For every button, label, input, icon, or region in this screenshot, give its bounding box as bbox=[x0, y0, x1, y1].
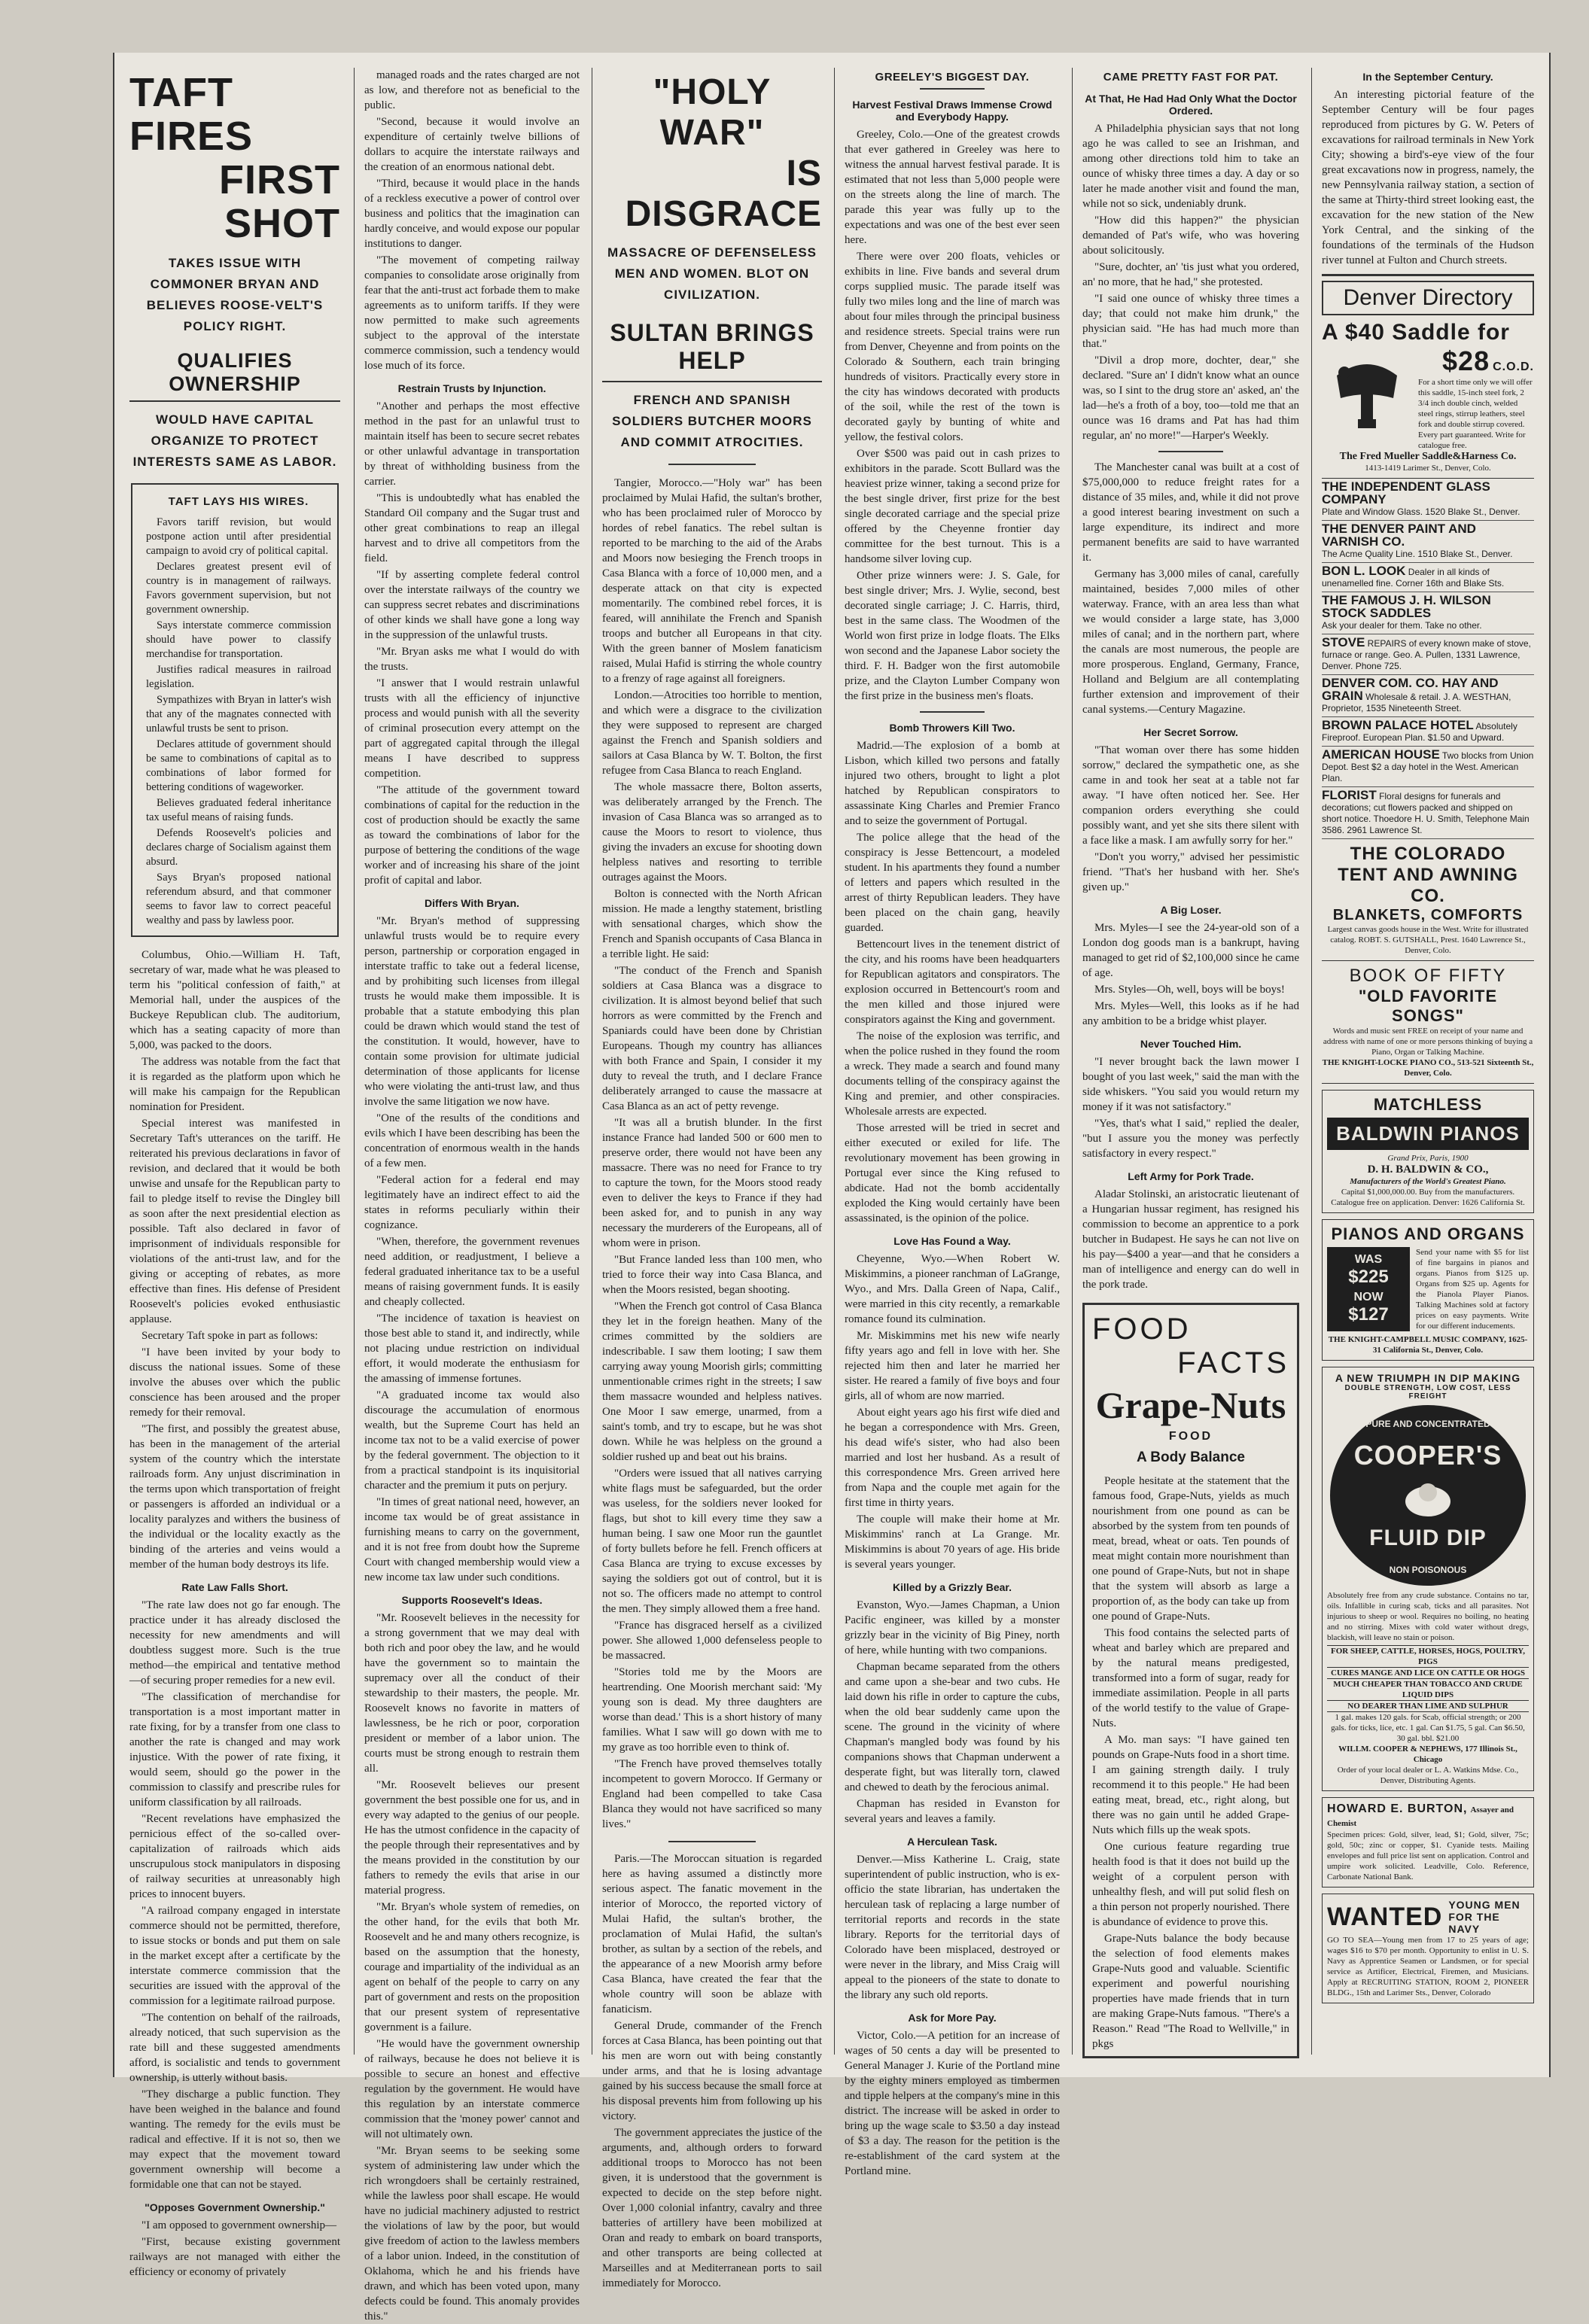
paragraph: Those arrested will be tried in secret and either executed or exiled for life. The revolutionary movement has been growing in Portugal ever since the King refused to abdicate. Had not the bomb accidentally exploded the King would certainly have been assassinated, is the opinion of the police. bbox=[845, 1122, 1060, 1224]
paragraph: About eight years ago his first wife died and he began a correspondence with Mrs. Green, his dead wife's sister, who had also been married and lost her husband. As a result of this correspondence Mrs. Green arrived here from Napa and the couple met again for the first time in thirty years. bbox=[845, 1407, 1060, 1509]
headline-bomb: Bomb Throwers Kill Two. bbox=[889, 722, 1015, 734]
box-item: Declares greatest present evil of country is in management of railways. Favors government supervision, but not government ownership. bbox=[146, 561, 331, 616]
headline-pat: CAME PRETTY FAST FOR PAT. bbox=[1103, 71, 1279, 84]
dip-line: FOR SHEEP, CATTLE, HORSES, HOGS, POULTRY, PIGS bbox=[1327, 1645, 1529, 1667]
paragraph: Chapman has resided in Evanston for several years and leaves a family. bbox=[845, 1798, 1060, 1825]
paragraph: "Yes, that's what I said," replied the dealer, "but I assure you the money was perfectly satisfactory in every respect." bbox=[1082, 1118, 1299, 1160]
column-1 bbox=[122, 68, 348, 2278]
directory-listing bbox=[1322, 747, 1534, 787]
paragraph: The address was notable from the fact that it is regarded as the platform upon which he will make his campaign for the Republican nomination for President. bbox=[129, 1056, 340, 1113]
directory-listing bbox=[1322, 563, 1534, 592]
dip-nonpoisonous: NON POISONOUS bbox=[1389, 1565, 1467, 1575]
headline-greeley: GREELEY'S BIGGEST DAY. bbox=[875, 71, 1030, 84]
deck-holy-war-2: FRENCH AND SPANISH SOLDIERS BUTCHER MOORS AND COMMIT ATROCITIES. bbox=[612, 393, 812, 449]
paragraph: "The incidence of taxation is heaviest on those best able to stand it, and indirectly, while not placing undue restriction on individual effort, it would moderate the enthusiasm for the amassing of immense fortunes. bbox=[364, 1313, 580, 1385]
coopers-dip-ad bbox=[1322, 1367, 1534, 1791]
column-rule bbox=[1311, 68, 1312, 2055]
directory-listing bbox=[1322, 717, 1534, 747]
subhead-supports-roosevelt: Supports Roosevelt's Ideas. bbox=[401, 1594, 543, 1606]
paragraph: Grape-Nuts balance the body because the selection of food elements makes Grape-Nuts good and valuable. Scientific experiment and powerful nourishing properties have made friends that in turn are making Grape-Nuts famous. "There's a Reason." Read "The Road to Wellville," in pkgs bbox=[1092, 1933, 1289, 2050]
dip-line: CURES MANGE AND LICE ON CATTLE OR HOGS bbox=[1327, 1667, 1529, 1678]
box-item: Says interstate commerce commission should have power to classify merchandise for transportation. bbox=[146, 619, 331, 660]
assayer-name: HOWARD E. BURTON, bbox=[1327, 1802, 1468, 1815]
songs-text: Words and music sent FREE on receipt of your name and address with name of one or more persons thinking of buying a Piano, Organ or Talking Machine. bbox=[1323, 1027, 1533, 1057]
divider bbox=[920, 88, 985, 90]
divider bbox=[1158, 451, 1223, 452]
dip-line: MUCH CHEAPER THAN TOBACCO AND CRUDE LIQUID DIPS bbox=[1327, 1678, 1529, 1700]
paragraph: "I never brought back the lawn mower I bought of you last week," said the man with the side whiskers. "You said you would return my money if it was not satisfactory." bbox=[1082, 1056, 1299, 1113]
dip-headline: A NEW TRIUMPH IN DIP MAKING bbox=[1335, 1372, 1521, 1384]
listing-name: THE INDEPENDENT GLASS COMPANY bbox=[1322, 479, 1490, 506]
paragraph: "When the French got control of Casa Blanca they let in the foreign heathen. Many of the crimes committed by the soldiers are indescribable. I saw them looting; I saw them carrying away young Moorish girls; committing unmentionable crimes right in the streets; I saw them massacre wounded and helpless natives. One Moor I saw emerge, unarmed, from a saint's tomb, and try to escape, but he was shot down. While he was helpless on the ground a soldier rushed up and beat out his brains. bbox=[602, 1300, 822, 1463]
paragraph: Mrs. Styles—Oh, well, boys will be boys! bbox=[1094, 984, 1285, 996]
paragraph: "The contention on behalf of the railroads, already noticed, that such supervision as the rate bill and these suggested amendments afford, is socialistic and tends to government ownership, is utterly without basis. bbox=[129, 2012, 340, 2084]
dip-firm: WILLM. COOPER & NEPHEWS, 177 Illinois St., Chicago bbox=[1338, 1745, 1517, 1764]
now-label: NOW bbox=[1353, 1291, 1384, 1303]
listing-name: THE FAMOUS J. H. WILSON STOCK SADDLES bbox=[1322, 593, 1491, 620]
column-2 bbox=[357, 68, 587, 2322]
pianos-organs-ad bbox=[1322, 1219, 1534, 1361]
paragraph: "In times of great national need, however, an income tax would be of great assistance in furnishing means to carry on the government, and it is not free from doubt how the Supreme Court with changed membership would view a new income tax law under such conditions. bbox=[364, 1496, 580, 1583]
paragraph: "I have been invited by your body to discuss the national issues. Some of these involve the abuses over which the public conscience has been aroused and the proper remedy for their removal. bbox=[129, 1346, 340, 1419]
headline-holy-war-l2: IS DISGRACE bbox=[625, 154, 822, 234]
headline-love: Love Has Found a Way. bbox=[893, 1235, 1011, 1247]
paragraph: Tangier, Morocco.—"Holy war" has been proclaimed by Mulai Hafid, the sultan's brother, who has been proclaimed ruler of Morocco by hordes of rebel fanatics. The rebel sultan is reported to be marching to the aid of the Arabs and Moors now besieging the French troops in Casa Blanca with a force of 10,000 men, and a desperate attack on that city is expected momentarily. The combined rebel forces, it is feared, will annihilate the French and Spanish troops and butcher all Europeans in that city. With the green banner of Moslem fanaticism raised, Mulai Hafid is stirring the whole country to a frenzy of rage against all foreigners. bbox=[602, 477, 822, 685]
directory-listing bbox=[1322, 634, 1534, 675]
was-label: WAS bbox=[1354, 1253, 1383, 1266]
headline-grizzly: Killed by a Grizzly Bear. bbox=[893, 1581, 1012, 1593]
paragraph: "Stories told me by the Moors are heartrending. One Moorish merchant said: 'My young son is dead. My three daughters are worse than dead.' This is a short history of many families. What I saw will go down with me to my grave as too horrible even to think of. bbox=[602, 1666, 822, 1754]
listing-name: STOVE bbox=[1322, 635, 1365, 649]
box-item: Justifies radical measures in railroad legislation. bbox=[146, 664, 331, 690]
paragraph: Denver.—Miss Katherine L. Craig, state superintendent of public instruction, who is ex-officio the state librarian, has undertaken the herculean task of replacing a large number of territorial reports and records in the state library. Reports for the territorial days of Colorado have been misplaced, destroyed or were never in the library, and Miss Craig will appeal to the pioneers of the state to donate to the library any such old reports. bbox=[845, 1854, 1060, 2001]
grape-nuts-food-label: FOOD bbox=[1168, 1430, 1213, 1443]
paragraph: "A railroad company engaged in interstate commerce should not be permitted, therefore, to issue stocks or bonds and put them on sale in the market except after a certificate by the interstate commerce commission that the securities are issued with the approval of the commission for a legitimate railroad purpose. bbox=[129, 1905, 340, 2007]
paragraph: Greeley, Colo.—One of the greatest crowds that ever gathered in Greeley was here to witness the annual harvest festival parade. It is estimated that not less than 5,000 people were on the streets along the line of march. The parade this year was fully up to the expectations and was one of the best ever seen here. bbox=[845, 129, 1060, 246]
deck-taft-2: WOULD HAVE CAPITAL ORGANIZE TO PROTECT INTERESTS SAME AS LABOR. bbox=[132, 412, 337, 469]
box-item: Defends Roosevelt's policies and declares charge of Socialism against them absurd. bbox=[146, 827, 331, 868]
tent-text: Largest canvas goods house in the West. Write for illustrated catalog. ROBT. S. GUTSHALL, Prest. 1640 Lawrence St., Denver, Colo. bbox=[1327, 925, 1529, 955]
grape-nuts-title-facts: FACTS bbox=[1177, 1346, 1289, 1379]
paragraph: The Manchester canal was built at a cost of $75,000,000 to reduce freight rates for a distance of 35 miles, and, while it did not prove a good interest bearing investment on such a large expenditure, its indirect and more permanent benefits are said to have warranted it. bbox=[1082, 461, 1299, 564]
saddle-address: 1413-1419 Larimer St., Denver, Colo. bbox=[1365, 464, 1491, 473]
headline-big-loser: A Big Loser. bbox=[1160, 904, 1222, 916]
paragraph: An interesting pictorial feature of the September Century will be four pages reproduced from pictures by G. W. Peters of excavations for railroad terminals in New York City; showing a bird's-eye view of the four great excavations now in progress, namely, the new Pennsylvania railway station, a section of the same at Thirty-third street looking east, the excavation for the new station of the New York Central, and the sinking of the foundations of the terminals of the Hudson river tunnel at Fulton and Church streets. bbox=[1322, 89, 1535, 266]
tent-line-3: BLANKETS, COMFORTS bbox=[1332, 907, 1524, 923]
songs-line-2: "OLD FAVORITE SONGS" bbox=[1358, 987, 1498, 1025]
paragraph: "I said one ounce of whisky three times a day; that could not make him drunk," the physician said. "He has had much more than that." bbox=[1082, 293, 1299, 350]
paragraph: "I answer that I would restrain unlawful trusts with all the efficiency of injunctive process and would punish with all the severity of criminal prosecution every attempt on the part of aggregated capital through the illegal means I have described to suppress competition. bbox=[364, 677, 580, 780]
paragraph: The whole massacre there, Bolton asserts, was deliberately arranged by the French. The invasion of Casa Blanca was so arranged as to cause the Moors to resort to violence, thus giving the invaders an excuse for shooting down helpless natives and resorting to terrible outrages against the Moors. bbox=[602, 781, 822, 884]
listing-text: Dealer in all kinds of unenamelled fine. Corner 16th and Blake Sts. bbox=[1322, 567, 1505, 589]
tent-line-1: THE COLORADO bbox=[1350, 844, 1506, 864]
saddle-headline: A $40 Saddle for bbox=[1322, 320, 1510, 345]
paragraph: Other prize winners were: J. S. Gale, for best single driver; Mrs. J. Wylie, second, best decorated single carriage; J. C. Harris, third, best in the same class. The Woodmen of the World won first prize in lodge floats. The Elks won second and the Japanese Labor society the third. F. H. Badger won the first automobile prize, and the Clayton Lumber Company won the first prize in the business men's floats. bbox=[845, 570, 1060, 702]
baldwin-piano-ad bbox=[1322, 1090, 1534, 1213]
baldwin-firm: D. H. BALDWIN & CO., bbox=[1367, 1164, 1489, 1176]
listing-text: Ask your dealer for them. Take no other. bbox=[1322, 620, 1482, 631]
paragraph: "Mr. Bryan's method of suppressing unlawful trusts would be to require every person, partnership or corporation engaged in interstate traffic to take out a federal license, and by prohibiting such licenses from illegal trusts he would make them impossible. It is probable that a statute embodying this plan could be drawn which would stand the test of the constitution. It would, however, have to contain some provision for ultimate judicial determination of those applicants for license who were violating the anti-trust law, and thus involve the same litigation we now have. bbox=[364, 915, 580, 1108]
divider bbox=[920, 711, 985, 713]
listing-text: Plate and Window Glass. 1520 Blake St., Denver. bbox=[1322, 506, 1521, 517]
deck-pat: At That, He Had Had Only What the Doctor Ordered. bbox=[1085, 93, 1297, 117]
paragraph: Secretary Taft spoke in part as follows: bbox=[142, 1330, 318, 1342]
subhead-sultan: SULTAN BRINGS HELP bbox=[602, 319, 822, 382]
box-item: Declares attitude of government should be same to combinations of capital as to combinations of labor formed for bettering conditions of wageworker. bbox=[146, 738, 331, 793]
now-price: $127 bbox=[1348, 1304, 1389, 1325]
listing-name: BON L. LOOK bbox=[1322, 564, 1406, 578]
saddle-cod: C.O.D. bbox=[1493, 360, 1534, 373]
headline-taft-l1: TAFT FIRES bbox=[129, 70, 254, 159]
paragraph: London.—Atrocities too horrible to mention, and which were a disgrace to the civilization they were supposed to represent are charged against the French and Spanish soldiers and sailors at Casa Blanca by W. T. Bolton, the first refugee from Casa Blanca to reach England. bbox=[602, 689, 822, 777]
column-rule bbox=[1072, 68, 1073, 2055]
column-4 bbox=[837, 68, 1067, 2177]
directory-listing bbox=[1322, 479, 1534, 521]
sheep-icon bbox=[1398, 1477, 1458, 1522]
paragraph: "One of the results of the conditions and evils which I have been describing has been the concentration of enormous wealth in the hands of a few men. bbox=[364, 1112, 580, 1170]
paragraph: "Another and perhaps the most effective method in the past for an unlawful trust to maintain itself has been to secure secret rebates or other unlawful advantage in transportation by threat of withholding business from the carrier. bbox=[364, 400, 580, 488]
listing-text: Floral designs for funerals and decorations; cut flowers packed and shipped on short notice. Thoedore H. U. Smith, Telephone Main 3586. 2961 Lawrence St. bbox=[1322, 791, 1530, 835]
paragraph: "That woman over there has some hidden sorrow," declared the sympathetic one, as she came in and took her seat at a table not far away. "I have often noticed her. See. Her companion orders everything she could possibly want, and yet she sits there silent with a face like a mask. I am awfully sorry for her." bbox=[1082, 744, 1299, 847]
dip-emblem bbox=[1330, 1405, 1526, 1586]
listing-name: BROWN PALACE HOTEL bbox=[1322, 718, 1474, 732]
paragraph: "I am opposed to government ownership— bbox=[142, 2219, 336, 2231]
paragraph: "Don't you worry," advised her pessimistic friend. "That's her husband with her. She's given up." bbox=[1082, 851, 1299, 893]
newspaper-page bbox=[113, 53, 1551, 2322]
paragraph: "Federal action for a federal end may legitimately have an indirect effect to aid the states in reforms peculiarly within their cognizance. bbox=[364, 1174, 580, 1231]
paragraph: Victor, Colo.—A petition for an increase of wages of 50 cents a day will be presented to General Manager J. Kurie of the Portland mine by the eighty miners employed as timbermen and tipple helpers at the company's mine in this district. The increase will be asked in order to bring up the wage scale to $3.50 a day instead of $3 a day. The reason for the petition is the re-establishment of the card system at the Portland mine. bbox=[845, 2030, 1060, 2177]
sidebar-box-taft-wires bbox=[131, 483, 339, 937]
deck-greeley: Harvest Festival Draws Immense Crowd and Everybody Happy. bbox=[852, 99, 1052, 123]
songs-line-1: BOOK OF FIFTY bbox=[1349, 966, 1507, 986]
paragraph: There were over 200 floats, vehicles or exhibits in line. Five bands and several drum corps supplied music. The parade itself was fully two miles long and the line of march was about four miles through the principal business and residence streets. Special trains were run from Denver, Cheyenne and from points on the Colorado & Southern, each train bringing hundreds of visitors. Practically every store in the city has windows decorated with products of the soil, while the rest of the town is decorated gayly by bunting of white and yellow, the festival colors. bbox=[845, 251, 1060, 443]
paragraph: "The rate law does not go far enough. The practice under it has already disclosed the necessity for new amendments and will doubtless suggest more. Such is the true method—the empirical and tentative method—of securing proper remedies for a new evil. bbox=[129, 1599, 340, 1687]
paragraph: "The conduct of the French and Spanish soldiers at Casa Blanca was a disgrace to civilization. It is almost beyond belief that such horrors as were committed by the French and Spaniards could have been done by Christian Europeans. Though my country has alliances with both France and Spain, I consider it my duty to reveal the truth, and I declare France deliberately arranged to cause the massacre at Casa Blanca as an act of petty revenge. bbox=[602, 965, 822, 1112]
navy-headline: WANTED bbox=[1327, 1902, 1443, 1931]
headline-herculean: A Herculean Task. bbox=[907, 1836, 997, 1848]
songs-ad bbox=[1322, 961, 1534, 1084]
baldwin-small: Capital $1,000,000.00. Buy from the manufacturers. Catalogue free on application. Denver: 1626 California St. bbox=[1331, 1188, 1525, 1207]
paragraph: "A graduated income tax would also discourage the accumulation of enormous wealth, but the Supreme Court has held an income tax not to be a valid exercise of power by the federal government. The objection to it from a practical standpoint is its inquisitorial character and the premium it puts on perjury. bbox=[364, 1389, 580, 1492]
column-5 bbox=[1075, 68, 1307, 2055]
grape-nuts-subtitle: A Body Balance bbox=[1137, 1449, 1245, 1465]
paragraph: "The classification of merchandise for transportation is a most important matter in rate fixing, for by a transfer from one class to another the rate is changed and may work injustice. With the power of rate fixing, it would seem, should go the power in the commission to classify and prescribe rules for uniform classification by all railroads. bbox=[129, 1691, 340, 1808]
paragraph: The government appreciates the justice of the arguments, and, although orders to forward additional troops to Morocco has not been given, it is understood that the government is expected to decide on the step before night. Over 1,000 colonial infantry, cavalry and three batteries of artillery have been mobilized at Oran and ready to embark on board transports, and other transports are being collected at Marseilles and at Mediterranean ports to sail immediately for Morocco. bbox=[602, 2127, 822, 2289]
deck-holy-war-1: MASSACRE OF DEFENSELESS MEN AND WOMEN. BLOT ON CIVILIZATION. bbox=[607, 245, 817, 302]
assayer-ad bbox=[1322, 1797, 1534, 1887]
baldwin-name: BALDWIN PIANOS bbox=[1327, 1118, 1529, 1150]
listing-name: AMERICAN HOUSE bbox=[1322, 747, 1440, 762]
headline-sorrow: Her Secret Sorrow. bbox=[1143, 726, 1238, 738]
listing-name: FLORIST bbox=[1322, 788, 1377, 802]
paragraph: "Mr. Roosevelt believes in the necessity for a strong government that we may deal with both rich and poor obey the law, and he would have the government so to maintain the supremacy over all the conduct of their stewardship to their masters, the people. Mr. Roosevelt knows no favorite in matters of lawlessness, be he rich or poor, corporation president or member of a labor union. The courts must be strong enough to restrain them all. bbox=[364, 1612, 580, 1775]
headline-holy-war-l1: "HOLY WAR" bbox=[653, 72, 772, 153]
grape-nuts-title-food: FOOD bbox=[1092, 1313, 1192, 1346]
baldwin-sub: Manufacturers of the World's Greatest Piano. bbox=[1350, 1177, 1506, 1186]
saddle-text: For a short time only we will offer this saddle, 15-inch steel fork, 2 3/4 inch double cinch, welded steel rings, stirrup leathers, steel fork and double stirrup covered. Every part guaranteed. Write for catalogue free. bbox=[1418, 378, 1533, 450]
paragraph: A Mo. man says: "I have gained ten pounds on Grape-Nuts food in a short time. I am gaining strength daily. I truly recommend it to this people." He had been eating meat, bread, etc., right along, but there was no gain until he added Grape-Nuts which fills up the weak spots. bbox=[1092, 1734, 1289, 1836]
paragraph: Paris.—The Moroccan situation is regarded here as having assumed a distinctly more serious aspect. The fanatic movement in the interior of Morocco, the reported victory of Mulai Hafid, the sultan's brother, the proclamation of Mulai Hafid, the sultan's brother, as sultan by a section of the rebels, and the appearance of a new Moorish army before Casa Blanca, have created the fear that the whole country will soon be ablaze with fanaticism. bbox=[602, 1853, 822, 2015]
subhead-restrain-trusts: Restrain Trusts by Injunction. bbox=[397, 382, 546, 394]
paragraph: Bolton is connected with the North African mission. He made a lengthy statement, bristling with sensational charges, which show the French and Spanish occupants of Casa Blanca in a terrible light. He said: bbox=[602, 888, 823, 960]
paragraph: managed roads and the rates charged are not as low, and therefore not as beneficial to the public. bbox=[364, 69, 580, 111]
paragraph: Over $500 was paid out in cash prizes to exhibitors in the parade. Scott Bullard was the heaviest prize winner, taking a second prize for the best single driver, first prize for the best single decorated carriage and the special prize offered by the Cheyenne frontier day committee for the best turnout. This is a handsome silver loving cup. bbox=[845, 448, 1060, 565]
saddle-price: $28 bbox=[1442, 345, 1490, 376]
paragraph: "Sure, dochter, an' 'tis just what you ordered, an' no more, that he had," she protested. bbox=[1082, 261, 1299, 288]
paragraph: Germany has 3,000 miles of canal, carefully maintained, besides 7,000 miles of other waterway. France, with an area less than what we would consider a large state, has 3,000 miles of canal; and in the northern part, where the canals are most numerous, the people are more prosperous. England, Germany, France, Holland and Belgium are all contemplating further extension and improvement of their canal systems.—Century Magazine. bbox=[1082, 568, 1299, 716]
was-price: $225 bbox=[1348, 1267, 1389, 1287]
paragraph: "France has disgraced herself as a civilized power. She allowed 1,000 defenseless people to be massacred. bbox=[602, 1620, 822, 1662]
saddle-ad bbox=[1322, 315, 1534, 479]
paragraph: This food contains the selected parts of wheat and barley which are prepared and by the natural means predigested, transformed into a form of sugar, ready for immediate assimilation. People in all parts of the world testify to the value of Grape-Nuts. bbox=[1092, 1627, 1289, 1729]
denver-directory bbox=[1322, 274, 1534, 1084]
paragraph: Mrs. Myles—I see the 24-year-old son of a London dog goods man is a bankrupt, having managed to get rid of $2,100,000 since he came of age. bbox=[1082, 922, 1299, 979]
column-3 bbox=[595, 68, 830, 2289]
paragraph: Cheyenne, Wyo.—When Robert W. Miskimmins, a pioneer ranchman of LaGrange, Wyo., and Mrs. Dalla Green of Napa, Calif., were married in this city recently, a remarkable romance found its culmination. bbox=[845, 1253, 1060, 1325]
paragraph: "Third, because it would place in the hands of a reckless executive a power of control over business and politics that the imagination can hardly conceive, and would expose our popular institutions to danger. bbox=[364, 178, 580, 250]
dip-line: NO DEARER THAN LIME AND SULPHUR bbox=[1327, 1700, 1529, 1711]
listing-name: THE DENVER PAINT AND VARNISH CO. bbox=[1322, 522, 1476, 549]
paragraph: "The movement of competing railway companies to consolidate arose originally from fear that the anti-trust act forbade them to make agreements as to uniform tariffs. If they were now permitted to make such agreements subject to the approval of the interstate commerce commission, such a tendency would lose much of its force. bbox=[364, 254, 580, 372]
paragraph: "Orders were issued that all natives carrying white flags must be safeguarded, but the order was useless, for the soldiers never looked for flags, but shot to kill every time they saw a human being. I saw one Moor run the gauntlet of forty bullets before he fell. French officers at Casa Blanca are trying to excuse excesses by saying the soldiers got out of control, but it is not so. The officers made no attempt to control the men. They simply allowed them a free hand. bbox=[602, 1468, 822, 1615]
paragraph: "Divil a drop more, dochter, dear," she declared. "Sure an' I didn't know what an ounce was, so I sint to the drug store an' asked, an' the lad—he's a froth of a boy, too—told me that an ounce was 16 drams and Pat has had thim regular, an' no more!"—Harper's Weekly. bbox=[1082, 354, 1299, 442]
paragraph: "This is undoubtedly what has enabled the Standard Oil company and the Sugar trust and other great combinations to reap an illegal harvest and to drive all competitors from the field. bbox=[364, 492, 580, 564]
deck-taft-1: TAKES ISSUE WITH COMMONER BRYAN AND BELIEVES ROOSE-VELT'S POLICY RIGHT. bbox=[146, 256, 324, 333]
navy-text: GO TO SEA—Young men from 17 to 25 years of age; wages $16 to $70 per month. Opportunity to enlist in U. S. Navy as Apprentice Seamen or Landsmen, or for special service as Artificer, Electrical, Firemen, and Musicians. Apply at RECRUITING STATION, ROOM 2, PIONEER BLDG., 15th and Larimer Sts., Denver, Colorado bbox=[1327, 1936, 1529, 1997]
paragraph: "The French have proved themselves totally incompetent to govern Morocco. If Germany or England had been compelled to take Casa Blanca they would not have sacrificed so many lives." bbox=[602, 1758, 822, 1830]
listing-text: REPAIRS of every known make of stove, furnace or range. Geo. A. Pullen, 1331 Lawrence, Denver. Phone 725. bbox=[1322, 638, 1531, 671]
paragraph: The noise of the explosion was terrific, and when the police rushed in they found the room a wreck. They made a search and found many documents telling of the conspiracy against the King and premier, and other conspiracies. Wholesale arrests are expected. bbox=[845, 1030, 1060, 1118]
paragraph: "But France landed less than 100 men, who tried to force their way into Casa Blanca, and when the Moors resisted, began shooting. bbox=[602, 1254, 822, 1296]
paragraph: "Mr. Roosevelt believes our present government the best possible one for us, and in every way adapted to the genius of our people. He has the utmost confidence in the capacity of the people through their representatives and by the means provided in the constitution by our fathers to remedy the evils that arise in our material progress. bbox=[364, 1779, 580, 1897]
subhead-qualifies: QUALIFIES OWNERSHIP bbox=[129, 349, 340, 402]
baldwin-headline: MATCHLESS bbox=[1373, 1095, 1483, 1114]
navy-subheadline: YOUNG MEN FOR THE NAVY bbox=[1448, 1899, 1521, 1935]
directory-title: Denver Directory bbox=[1322, 281, 1534, 315]
paragraph: A Philadelphia physician says that not long ago he was called to see an Irishman, and among other directions told him to take an ounce of whisky three times a day. A day or so later he made another visit and found the man, while not so sick, undeniably drunk. bbox=[1082, 123, 1299, 210]
saddle-firm: The Fred Mueller Saddle&Harness Co. bbox=[1339, 451, 1517, 462]
divider bbox=[668, 464, 756, 465]
paragraph: "Recent revelations have emphasized the pernicious effect of the so-called over-capitalization of railroads which aids unscrupulous stock manipulators in disposing of railway securities at unreasonably high prices to innocent buyers. bbox=[129, 1813, 340, 1900]
column-rule bbox=[354, 68, 355, 2055]
paragraph: "They discharge a public function. They have been weighed in the balance and found wanting. The remedy for the evils must be radical and effective. If it is not so, then we may expect that the movement toward government ownership will become a formidable one that can not be stayed. bbox=[129, 2088, 340, 2191]
box-item: Favors tariff revision, but would postpone action until after presidential campaign to avoid cry of political capital. bbox=[146, 516, 331, 557]
headline-never-touched: Never Touched Him. bbox=[1140, 1038, 1242, 1050]
paragraph: Special interest was manifested in Secretary Taft's utterances on the tariff. He reiterated his previous declarations in favor of revision, and declared that it would be both unwise and unsafe for the Republican party to fail to pledge itself to revise the Dingley bill as soon after the next presidential election as possible. Taft also declared in favor of imprisonment of individuals responsible for violations of the anti-trust law, and for the giving or accepting of rebates, as more effective than fines. His defense of President Roosevelt's policies evoked enthusiastic applause. bbox=[129, 1118, 340, 1325]
directory-listing bbox=[1322, 521, 1534, 563]
paragraph: People hesitate at the statement that the famous food, Grape-Nuts, yields as much nourishment from one pound as can be absorbed by the system from ten pounds of meat, bread, wheat or oats. Ten pounds of meat might contain more nourishment than one pound of Grape-Nuts, but not in shape that the system will absorb as large a proportion of, as the body can take up from one pound of Grape-Nuts. bbox=[1092, 1475, 1289, 1623]
paragraph: "If by asserting complete federal control over the interstate railways of the country we can suppress secret rebates and discriminations of other kinds we shall have gone a long way in the suppression of the unlawful trusts. bbox=[364, 569, 580, 641]
directory-listing bbox=[1322, 675, 1534, 717]
paragraph: "First, because existing government railways are not managed with either the efficiency or economy of privately bbox=[129, 2236, 340, 2278]
directory-listing bbox=[1322, 592, 1534, 634]
listing-name: DENVER COM. CO. HAY AND GRAIN bbox=[1322, 676, 1499, 703]
pianos-text: Send your name with $5 for list of fine bargains in pianos and organs. Pianos from $125 up. Organs from $25 up. Agents for the Pianola Player Pianos. Talking Machines sold at factory prices on easy payments. Write for our different inducements. bbox=[1416, 1248, 1529, 1331]
headline-century: In the September Century. bbox=[1362, 71, 1493, 83]
listing-text: Wholesale & retail. J. A. WESTHAN, Proprietor, 1535 Nineteenth Street. bbox=[1322, 692, 1511, 713]
paragraph: Bettencourt lives in the tenement district of the city, and his rooms have been headquarters for Republican agitators and conspirators. The explosion occurred in Bettencourt's room and the men killed and those injured were conspirators against the King and government. bbox=[845, 938, 1060, 1026]
dip-subheadline: DOUBLE STRENGTH, LOW COST, LESS FREIGHT bbox=[1344, 1384, 1511, 1401]
paragraph: "The first, and possibly the greatest abuse, has been in the management of the arterial system of the country which the interstate railroads form. Any unjust discrimination in the terms upon which transportation of freight or passengers is afforded an individual or a locality paralyzes and withers the business of the individual or the locality exactly as the binding of the arteries and veins would a member of the human body destroys its life. bbox=[129, 1423, 340, 1571]
paragraph: Mrs. Myles—Well, this looks as if he had any ambition to be a bridge whist player. bbox=[1082, 1000, 1299, 1027]
headline-taft-l2: FIRST SHOT bbox=[219, 157, 340, 246]
grape-nuts-ad bbox=[1082, 1303, 1299, 2058]
box-item: Sympathizes with Bryan in latter's wish that any of the magnates connected with unlawful trusts be sent to prison. bbox=[146, 694, 331, 735]
listing-text: Two blocks from Union Depot. Best $2 a day hotel in the West. American Plan. bbox=[1322, 750, 1534, 783]
piano-price-block bbox=[1327, 1247, 1410, 1331]
dip-name-2: FLUID DIP bbox=[1369, 1526, 1487, 1550]
songs-firm: THE KNIGHT-LOCKE PIANO CO., 513-521 Sixteenth St., Denver, Colo. bbox=[1322, 1058, 1534, 1078]
paragraph: "How did this happen?" the physician demanded of Pat's wife, who was hovering about solicitously. bbox=[1082, 214, 1299, 257]
tent-awning-ad bbox=[1322, 839, 1534, 961]
listing-text: Absolutely Fireproof. European Plan. $1.50 and Upward. bbox=[1322, 721, 1517, 743]
column-rule bbox=[834, 68, 835, 2055]
paragraph: Madrid.—The explosion of a bomb at Lisbon, which killed two persons and fatally injured two others, brought to light a plot hatched by Republican conspirators to assassinate King Charles and Premier Franco and to seize the government of Portugal. bbox=[845, 740, 1060, 827]
dip-arc-text: PURE AND CONCENTRATED bbox=[1365, 1419, 1490, 1429]
paragraph: Chapman became separated from the others and came upon a she-bear and two cubs. He laid down his rifle in order to capture the cubs, when the old bear suddenly came upon the scene. The ground in the vicinity of where Chapman's mangled body was found by his companions shows that Chapman underwent a desperate fight, but was literally torn, clawed and chewed to death by the ferocious animal. bbox=[845, 1661, 1060, 1793]
paragraph: General Drude, commander of the French forces at Casa Blanca, has been pointing out that his men are worn out with being constantly under arms, and that he is losing advantage gained by his success because the small force at his disposal prevents him from following up his victory. bbox=[602, 2020, 822, 2122]
paragraph: "Mr. Bryan's whole system of remedies, on the other hand, for the evils that both Mr. Roosevelt and he and many others recognize, is based on the assumption that the honesty, courage and impartiality of the individual as an agent on behalf of the people to carry on any part of government and rests on the proposition that our present system of representative government is a failure. bbox=[364, 1901, 580, 2034]
box-item: Believes graduated federal inheritance tax useful means of raising funds. bbox=[146, 797, 331, 823]
paragraph: "Second, because it would involve an expenditure of certainly twelve billions of dollars to acquire the interstate railways and the creation of an enormous national debt. bbox=[364, 116, 580, 173]
directory-listing bbox=[1322, 787, 1534, 839]
paragraph: "Mr. Bryan seems to be seeking some system of administering law under which the rich wrongdoers shall be certainly restrained, while the lawless poor shall escape. He would have no judicial machinery adjusted to restrict the violations of law by the poor, but would give freedom of action to the lawless members of a labor union. Indeed, in the constitution of Oklahoma, which he and his friends have drawn, and which has been voted upon, many defects could be found. This anomaly provides this." bbox=[364, 2145, 580, 2322]
box-title: TAFT LAYS HIS WIRES. bbox=[168, 495, 309, 508]
paragraph: "It was all a brutish blunder. In the first instance France had landed 500 or 600 men to preserve order, there would not have been any massacre. There was no need for France to try to capture the town, for the Moors stood ready even to deliver the keys to France if they had been asked for, and to punish in any way necessary the murderers of the Europeans, all of whom were in prison. bbox=[602, 1117, 822, 1249]
dip-text: Absolutely free from any crude substance. Contains no tar, oils. Infallible in curing scab, ticks and all parasites. Not injurious to sheep or wool. Requires no boiling, no heating and no stirring. Mixes with cold water without dregs, blackish, will leave no stain or poison. bbox=[1327, 1591, 1529, 1642]
saddle-icon bbox=[1322, 345, 1412, 436]
dip-agent: Order of your local dealer or L. A. Watkins Mdse. Co., Denver, Distributing Agents. bbox=[1337, 1766, 1519, 1785]
subhead-opposes: "Opposes Government Ownership." bbox=[145, 2201, 325, 2213]
dip-prices: 1 gal. makes 120 gals. for Scab, official strength; or 200 gals. for ticks, lice, etc. 1 gal. Can $1.75, 5 gal. Can $6.50, 30 gal. bbl. $21.00 bbox=[1327, 1711, 1529, 1744]
paragraph: Aladar Stolinski, an aristocratic lieutenant of a Hungarian hussar regiment, has resigned his commission to become an apprentice to a pork butcher in Budapest. He says he can not live on his pay—$400 a year—and that he considers a man of intelligence and energy can do well in the pork trade. bbox=[1082, 1188, 1299, 1291]
listing-text: The Acme Quality Line. 1510 Blake St., Denver. bbox=[1322, 549, 1513, 559]
column-6-ads bbox=[1314, 68, 1542, 2055]
navy-ad bbox=[1322, 1894, 1534, 2003]
grape-nuts-brand: Grape-Nuts bbox=[1095, 1384, 1286, 1426]
box-item: Says Bryan's proposed national referendum absurd, and that commoner seems to favor law to correct peaceful wealthy and pass by lawless poor. bbox=[146, 872, 331, 926]
assayer-role: Assayer and Chemist bbox=[1327, 1805, 1514, 1828]
paragraph: "When, therefore, the government revenues need addition, or readjustment, I believe a federal graduated inheritance tax to be a useful means of raising government funds. It is easily and cheaply collected. bbox=[364, 1236, 580, 1308]
paragraph: "He would have the government ownership of railways, because he does not believe it is possible to secure an honest and effective regulation by the government. He would have this regulation by an interstate commerce commission that the 'money power' cannot and will not ultimately own. bbox=[364, 2038, 580, 2140]
paragraph: Mr. Miskimmins met his new wife nearly fifty years ago and fell in love with her. She rejected him then and later he married her sister. He reared a family of five boys and four girls, all of whom are now married. bbox=[845, 1330, 1060, 1402]
paragraph: Evanston, Wyo.—James Chapman, a Union Pacific engineer, was killed by a monster grizzly bear in the vicinity of Big Piney, north of here, while hunting with two companions. bbox=[845, 1599, 1060, 1656]
paragraph: "Mr. Bryan asks me what I would do with the trusts. bbox=[364, 646, 580, 673]
paragraph: "The attitude of the government toward combinations of capital for the reduction in the cost of production should be exactly the same as toward the combinations of labor for the purpose of bettering the conditions of the wage worker and of increasing his share of the joint profit of capital and labor. bbox=[364, 784, 580, 887]
subhead-differs-bryan: Differs With Bryan. bbox=[425, 897, 519, 909]
headline-pork: Left Army for Pork Trade. bbox=[1128, 1170, 1254, 1182]
divider bbox=[668, 1841, 756, 1842]
paragraph: One curious feature regarding true health food is that it does not build up the weight of a corpulent person with unhealthy flesh, and will put solid flesh on a thin person not properly nourished. There is abundance of evidence to prove this. bbox=[1092, 1841, 1289, 1928]
assayer-text: Specimen prices: Gold, silver, lead, $1; Gold, silver, 75c; gold, 50c; zinc or copper, $1. Cyanide tests. Mailing envelopes and full price list sent on application. Control and umpire work solicited. Leadville, Colo. Reference, Carbonate National Bank. bbox=[1327, 1830, 1529, 1881]
subhead-rate-law: Rate Law Falls Short. bbox=[181, 1581, 288, 1593]
pianos-headline: PIANOS AND ORGANS bbox=[1331, 1224, 1525, 1243]
pianos-firm: THE KNIGHT-CAMPBELL MUSIC COMPANY, 1625-31 California St., Denver, Colo. bbox=[1328, 1335, 1528, 1355]
headline-more-pay: Ask for More Pay. bbox=[908, 2012, 997, 2024]
tent-line-2: TENT AND AWNING CO. bbox=[1338, 865, 1518, 906]
paragraph: The police allege that the head of the conspiracy is Jesse Bettencourt, a modeled student. In his apartments they found a number of letters and papers which resulted in the arrest of thirty Republican leaders. They have been placed on the chain gang, heavily guarded. bbox=[845, 832, 1060, 934]
paragraph: Columbus, Ohio.—William H. Taft, secretary of war, made what he was pleased to term his "political confession of faith," at Memorial hall, under the auspices of the Buckeye Republican club. The auditorium, which has a seating capacity of more than 5,000, was packed to the doors. bbox=[129, 949, 340, 1051]
baldwin-award: Grand Prix, Paris, 1900 bbox=[1387, 1154, 1469, 1163]
paragraph: The couple will make their home at Mr. Miskimmins' ranch at La Grange. Mr. Miskimmins is about 70 years of age. His bride is several years younger. bbox=[845, 1513, 1060, 1571]
dip-name-1: COOPER'S bbox=[1353, 1440, 1502, 1471]
